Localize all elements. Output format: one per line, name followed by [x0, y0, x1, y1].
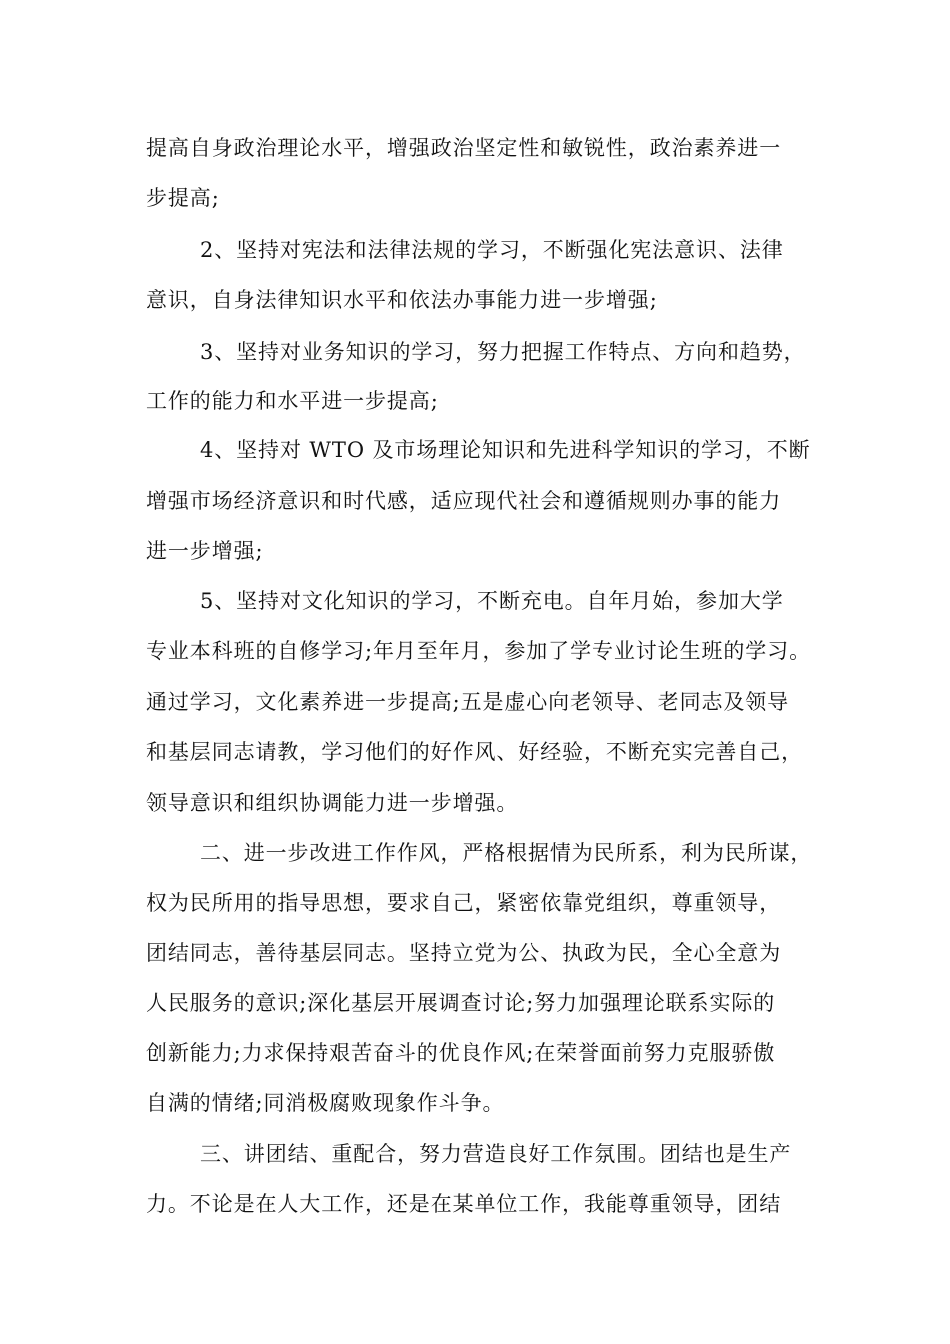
text-line: 创新能力;力求保持艰苦奋斗的优良作风;在荣誉面前努力克服骄傲 — [146, 1041, 776, 1065]
text-line: 人民服务的意识;深化基层开展调查讨论;努力加强理论联系实际的 — [146, 991, 776, 1015]
paragraph-start: 三、讲团结、重配合，努力营造良好工作氛围。团结也是生产 — [200, 1142, 792, 1166]
text-line: 权为民所用的指导思想，要求自己，紧密依靠党组织，尊重领导， — [146, 891, 782, 915]
paragraph-start: 5、坚持对文化知识的学习，不断充电。自年月始，参加大学 — [200, 589, 784, 613]
text-line: 和基层同志请教，学习他们的好作风、好经验，不断充实完善自己， — [146, 740, 803, 764]
text-line: 工作的能力和水平进一步提高; — [146, 389, 439, 413]
paragraph-start: 2、坚持对宪法和法律法规的学习，不断强化宪法意识、法律 — [200, 238, 784, 262]
text-line: 自满的情绪;同消极腐败现象作斗争。 — [146, 1091, 505, 1115]
text-line: 进一步增强; — [146, 539, 264, 563]
text-line: 步提高; — [146, 186, 220, 210]
text-line: 增强市场经济意识和时代感，适应现代社会和遵循规则办事的能力 — [146, 489, 782, 513]
text-line: 团结同志，善待基层同志。坚持立党为公、执政为民，全心全意为 — [146, 941, 782, 965]
text-line: 力。不论是在人大工作，还是在某单位工作，我能尊重领导，团结 — [146, 1192, 782, 1216]
text-line: 专业本科班的自修学习;年月至年月，参加了学专业讨论生班的学习。 — [146, 639, 811, 663]
text-line: 意识，自身法律知识水平和依法办事能力进一步增强; — [146, 288, 658, 312]
text-line: 提高自身政治理论水平，增强政治坚定性和敏锐性，政治素养进一 — [146, 136, 782, 160]
paragraph-start: 二、进一步改进工作作风，严格根据情为民所系，利为民所谋， — [200, 841, 813, 865]
paragraph-start: 4、坚持对 WTO 及市场理论知识和先进科学知识的学习，不断 — [200, 438, 811, 462]
text-line: 通过学习，文化素养进一步提高;五是虚心向老领导、老同志及领导 — [146, 690, 790, 714]
paragraph-start: 3、坚持对业务知识的学习，努力把握工作特点、方向和趋势， — [200, 340, 806, 364]
text-line: 领导意识和组织协调能力进一步增强。 — [146, 791, 519, 815]
